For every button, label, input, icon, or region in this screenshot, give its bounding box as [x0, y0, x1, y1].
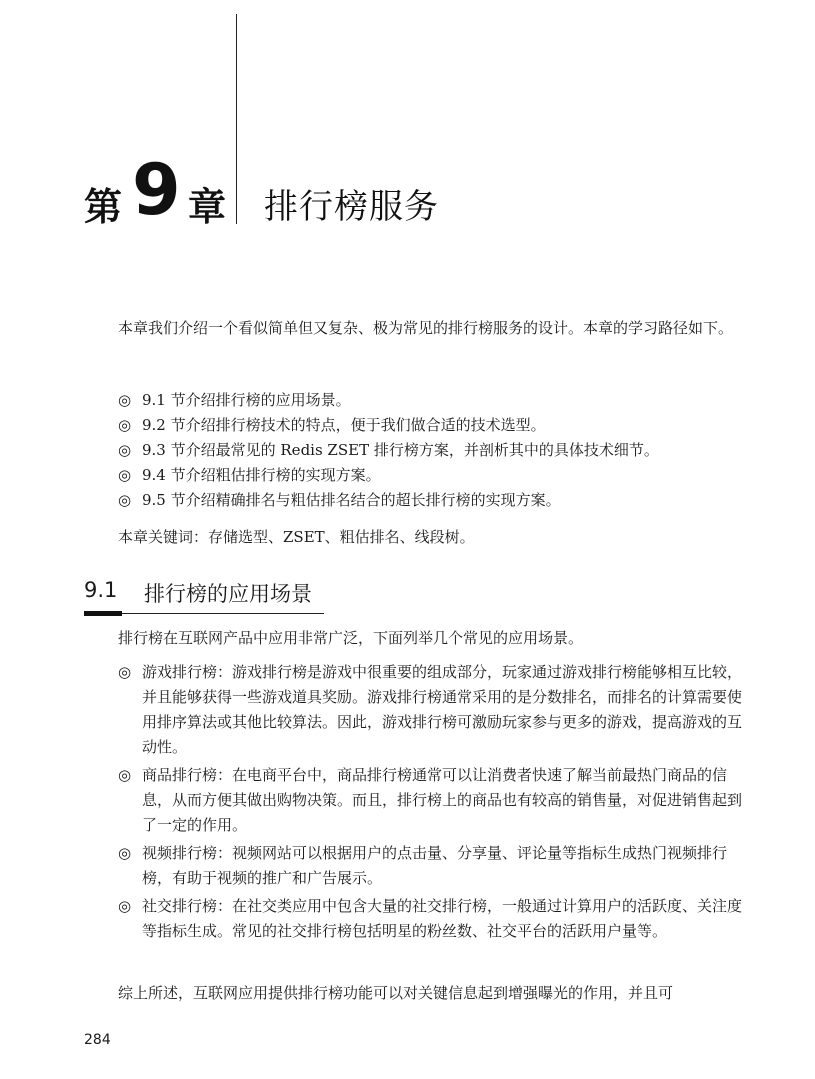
bullet-icon: ◎ — [118, 416, 132, 434]
chapter-suffix: 章 — [188, 185, 227, 229]
list-item: ◎ 商品排行榜：在电商平台中，商品排行榜通常可以让消费者快速了解当前最热门商品的信息，从而方便其做出购物决策。而且，排行榜上的商品也有较高的销售量，对促进销售起到了一定的作用。 — [118, 763, 750, 838]
page-number: 284 — [84, 1032, 111, 1048]
section-heading — [84, 578, 334, 622]
section-rule-accent — [84, 611, 122, 616]
bullet-icon: ◎ — [118, 897, 132, 915]
bullet-icon: ◎ — [118, 663, 132, 681]
section-title: 排行榜的应用场景 — [144, 582, 312, 606]
bullet-icon: ◎ — [118, 466, 132, 484]
list-item: ◎ 视频排行榜：视频网站可以根据用户的点击量、分享量、评论量等指标生成热门视频排行榜，有助于视频的推广和广告展示。 — [118, 841, 750, 891]
bullet-icon: ◎ — [118, 441, 132, 459]
list-item: ◎ 9.2 节介绍排行榜技术的特点，便于我们做合适的技术选型。 — [118, 413, 748, 438]
keywords-paragraph: 本章关键词：存储选型、ZSET、粗估排名、线段树。 — [118, 528, 475, 546]
chapter-prefix: 第 — [84, 185, 123, 229]
scenario-list — [118, 660, 750, 947]
chapter-title: 排行榜服务 — [264, 187, 439, 227]
list-item: ◎ 社交排行榜：在社交类应用中包含大量的社交排行榜，一般通过计算用户的活跃度、关注度等指标生成。常见的社交排行榜包括明星的粉丝数、社交平台的活跃用户量等。 — [118, 894, 750, 944]
header-divider-line — [236, 14, 237, 224]
list-item: ◎ 游戏排行榜：游戏排行榜是游戏中很重要的组成部分，玩家通过游戏排行榜能够相互比较，并且能够获得一些游戏道具奖励。游戏排行榜通常采用的是分数排名，而排名的计算需要使用排序算法或其他比较算法。因此，游戏排行榜可激励玩家参与更多的游戏，提高游戏的互动性。 — [118, 660, 750, 760]
chapter-number: 9 — [132, 149, 181, 231]
list-item: ◎ 9.3 节介绍最常见的 Redis ZSET 排行榜方案，并剖析其中的具体技术细节。 — [118, 438, 748, 463]
roadmap-list — [118, 388, 748, 513]
bullet-icon: ◎ — [118, 766, 132, 784]
list-item: ◎ 9.1 节介绍排行榜的应用场景。 — [118, 388, 748, 413]
list-item: ◎ 9.4 节介绍粗估排行榜的实现方案。 — [118, 463, 748, 488]
section-number: 9.1 — [84, 578, 118, 602]
intro-paragraph: 本章我们介绍一个看似简单但又复杂、极为常见的排行榜服务的设计。本章的学习路径如下。 — [118, 319, 734, 337]
section-intro-paragraph: 排行榜在互联网产品中应用非常广泛，下面列举几个常见的应用场景。 — [118, 629, 584, 647]
bullet-icon: ◎ — [118, 391, 132, 409]
list-item: ◎ 9.5 节介绍精确排名与粗估排名结合的超长排行榜的实现方案。 — [118, 488, 748, 513]
bullet-icon: ◎ — [118, 844, 132, 862]
bullet-icon: ◎ — [118, 491, 132, 509]
closing-paragraph: 综上所述，互联网应用提供排行榜功能可以对关键信息起到增强曝光的作用，并且可 — [118, 984, 674, 1002]
